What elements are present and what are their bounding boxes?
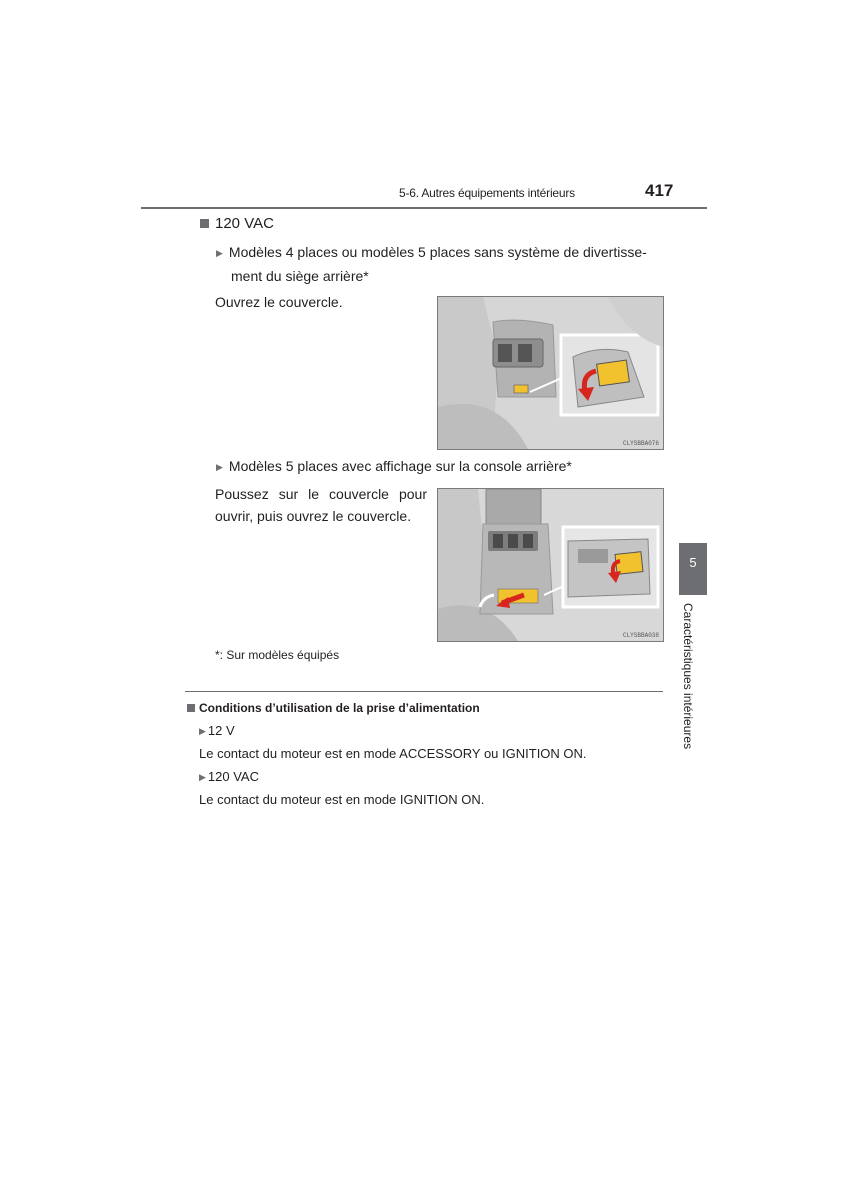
condition-12v-text: Le contact du moteur est en mode ACCESSORY ou IGNITION ON. (199, 746, 587, 761)
item-text: Modèles 5 places avec affichage sur la console arrière* (228, 458, 572, 474)
triangle-bullet-icon: ▶ (199, 772, 206, 782)
square-bullet-icon (200, 219, 209, 228)
list-item-models-4-places (216, 241, 666, 287)
figure-power-outlet-rear-display (437, 488, 664, 642)
footnote: *: Sur modèles équipés (215, 648, 340, 662)
section-title: 5-6. Autres équipements intérieurs (399, 186, 575, 200)
chapter-tab: 5 (679, 543, 707, 595)
condition-120vac-label (199, 769, 259, 784)
instruction-line2: ouvrir, puis ouvrez le couvercle. (215, 508, 412, 524)
conditions-title: Conditions d’utilisation de la prise d’alimentation (199, 701, 480, 715)
list-item-models-5-places (216, 455, 666, 479)
condition-120vac-text: Le contact du moteur est en mode IGNITION ON. (199, 792, 485, 807)
triangle-bullet-icon: ▶ (199, 726, 206, 736)
instruction-push-cover (215, 483, 427, 527)
header-divider (141, 207, 707, 209)
conditions-heading (187, 701, 480, 715)
figure-code: CLYSBBA038 (622, 632, 659, 639)
section-heading-120vac (200, 215, 274, 232)
triangle-bullet-icon: ▶ (216, 248, 223, 258)
heading-text: 120 VAC (215, 215, 274, 232)
section-divider (185, 691, 663, 692)
instruction-line1: Poussez sur le couvercle pour (215, 486, 427, 502)
page-number: 417 (645, 181, 674, 200)
triangle-bullet-icon: ▶ (216, 462, 223, 472)
label-text: 120 VAC (207, 769, 259, 784)
label-text: 12 V (207, 723, 235, 738)
condition-12v-label (199, 723, 235, 738)
figure-code: CLYSBBA076 (622, 440, 659, 447)
chapter-tab-label: Caractéristiques intérieures (681, 603, 695, 750)
instruction-open-cover: Ouvrez le couvercle. (215, 294, 343, 310)
figure-power-outlet-console (437, 296, 664, 450)
item-text-line2: ment du siège arrière* (231, 268, 369, 284)
item-text-line1: Modèles 4 places ou modèles 5 places sans système de divertisse- (228, 244, 647, 260)
square-bullet-icon (187, 704, 195, 712)
